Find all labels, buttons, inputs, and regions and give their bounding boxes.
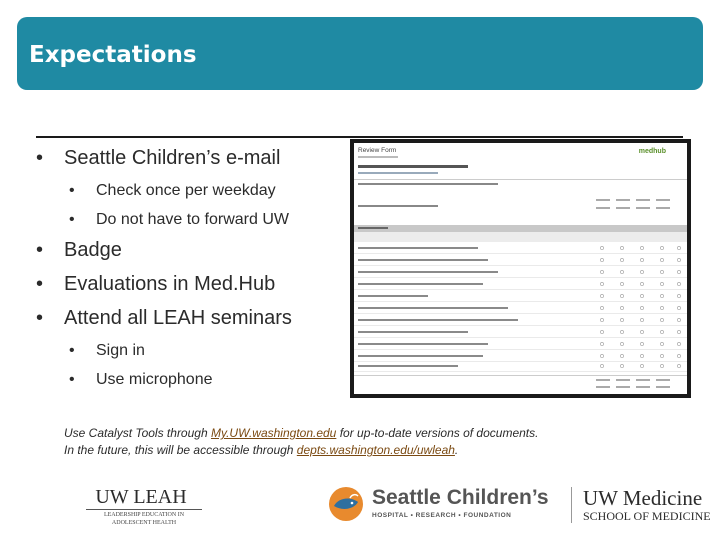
form-question-line [358,331,468,333]
slide-title: Expectations [29,42,197,68]
form-question-line [358,307,508,309]
sub-bullet-item: • Sign in [69,340,356,369]
uwleah-link[interactable]: depts.washington.edu/uwleah [296,443,455,457]
form-row-separator [354,371,687,372]
form-question-line [358,355,483,357]
seattle-childrens-tagline: HOSPITAL • RESEARCH • FOUNDATION [372,512,512,519]
form-question-line [358,365,458,367]
title-bar [17,17,703,90]
form-question-line [358,247,478,249]
caption-text: for up-to-date versions of documents. [336,426,539,440]
uw-leah-tagline-1: LEADERSHIP EDUCATION IN [103,512,185,518]
seattle-childrens-wordmark: Seattle Children’s [372,486,549,509]
form-preview-graphic [354,143,687,394]
form-row-separator [354,337,687,338]
whale-icon [328,486,364,522]
sub-bullet-item: • Do not have to forward UW [69,209,356,238]
caption-text: Use Catalyst Tools through [64,426,211,440]
myuw-link[interactable]: My.UW.washington.edu [210,426,337,440]
sub-bullet-item: • Use microphone [69,369,356,398]
form-row-separator [354,361,687,362]
uw-medicine-tagline: SCHOOL OF MEDICINE [583,509,711,523]
logo-divider [571,487,572,523]
bullet-list [36,146,356,398]
form-question-line [358,295,428,297]
uw-leah-wordmark: UW LEAH [95,486,187,508]
form-row-separator [354,265,687,266]
divider [36,136,683,138]
form-row-separator [354,253,687,254]
form-question-line [358,319,518,321]
bullet-item: • Seattle Children’s e-mail [36,146,356,180]
caption-text: . [454,443,459,457]
form-heading: Review Form [358,147,397,154]
sub-bullet-item: • Check once per weekday [69,180,356,209]
form-row-separator [354,313,687,314]
caption-text: In the future, this will be accessible through [64,443,297,457]
uw-leah-tagline-2: ADOLESCENT HEALTH [111,520,177,526]
form-question-line [358,259,488,261]
bullet-item: • Attend all LEAH seminars [36,306,356,340]
form-row-separator [354,325,687,326]
caption-line-2 [64,442,538,459]
uw-medicine-wordmark: UW Medicine [583,486,703,510]
form-question-line [358,271,498,273]
caption-line-1 [64,425,538,442]
form-question-line [358,343,488,345]
caption [64,425,538,459]
form-row-separator [354,289,687,290]
bullet-item: • Badge [36,238,356,272]
form-row-separator [354,277,687,278]
seattle-childrens-logo [328,484,560,526]
medhub-logo: medhub [638,148,666,155]
bullet-item: • Evaluations in Med.Hub [36,272,356,306]
medhub-form-screenshot [350,139,691,398]
form-preview [354,143,687,394]
form-row-separator [354,349,687,350]
form-question-line [358,283,483,285]
uw-leah-logo [86,486,206,526]
form-row-separator [354,301,687,302]
uw-medicine-logo [583,487,713,525]
